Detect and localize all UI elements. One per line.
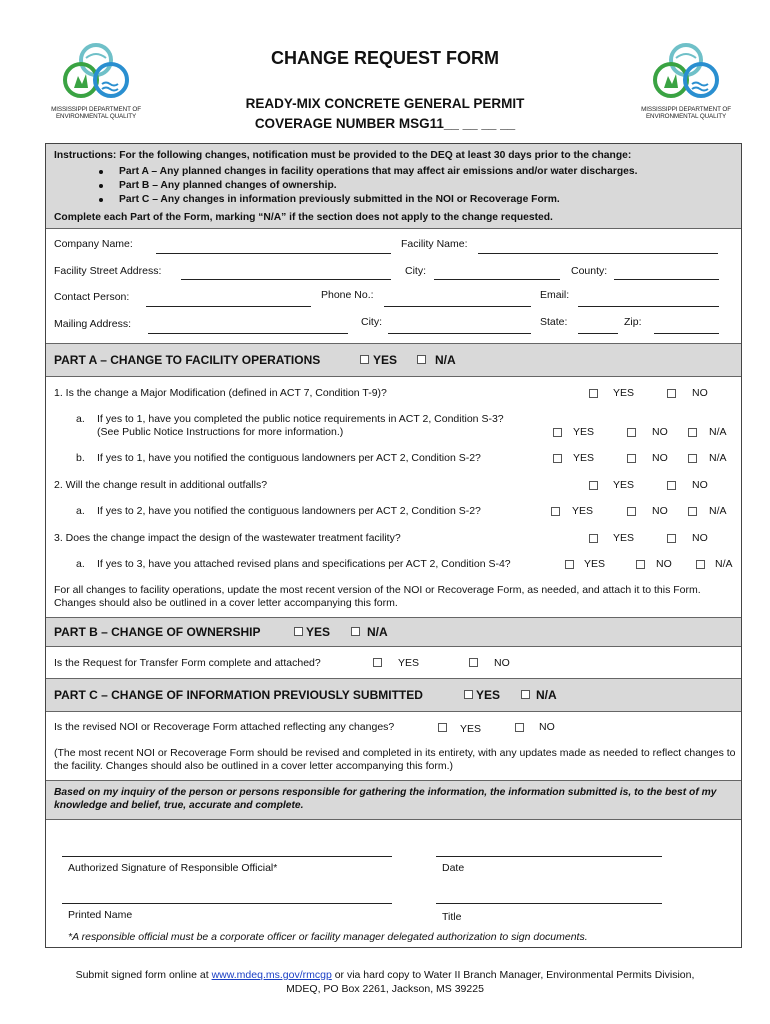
- q1b-na-checkbox[interactable]: [688, 454, 697, 463]
- q2a-yes-checkbox[interactable]: [551, 507, 560, 516]
- part-b-na-checkbox[interactable]: [351, 627, 360, 636]
- instruction-bullet: Part A – Any planned changes in facility operations that may affect air emissions and/or water discharges.: [119, 166, 638, 177]
- q1-text: 1. Is the change a Major Modification (defined in ACT 7, Condition T-9)?: [54, 387, 387, 399]
- subtitle-line1: READY-MIX CONCRETE GENERAL PERMIT: [245, 96, 525, 111]
- q3a-yes-label: YES: [584, 558, 606, 570]
- responsible-official-footnote: *A responsible official must be a corporate officer or facility manager delegated authorization to sign documents.: [68, 931, 588, 943]
- signature-label: Authorized Signature of Responsible Official*: [68, 862, 278, 874]
- certification-text: Based on my inquiry of the person or persons responsible for gathering the information, the information submitted is, to the best of my knowledge and belief, true, accurate and complete.: [54, 787, 717, 811]
- mailing-city-field[interactable]: [388, 333, 531, 334]
- q1b-yes-label: YES: [573, 452, 595, 464]
- email-field[interactable]: [578, 306, 719, 307]
- q1b-yes-checkbox[interactable]: [553, 454, 562, 463]
- q1a-na-label: N/A: [709, 426, 727, 438]
- mailing-city-label: City:: [361, 316, 382, 328]
- part-c-q-no-checkbox[interactable]: [515, 723, 524, 732]
- company-name-field[interactable]: [156, 253, 391, 254]
- q2a-na-checkbox[interactable]: [688, 507, 697, 516]
- part-b-na-label: N/A: [367, 625, 388, 639]
- q1-no-label: NO: [692, 387, 708, 399]
- q3-text: 3. Does the change impact the design of the wastewater treatment facility?: [54, 532, 401, 544]
- facility-name-field[interactable]: [478, 253, 718, 254]
- part-c-yes-checkbox[interactable]: [464, 690, 473, 699]
- state-label: State:: [540, 316, 568, 328]
- q2-yes-label: YES: [613, 479, 635, 491]
- part-a-note: For all changes to facility operations, update the most recent version of the NOI or Recoverage Form, as needed, and attach it to this Form. Changes should also be outlined in a cover letter accompanying this form.: [54, 584, 701, 609]
- bullet-dot: [99, 198, 103, 202]
- part-a-title: PART A – CHANGE TO FACILITY OPERATIONS: [54, 353, 321, 367]
- part-c-q-no-label: NO: [539, 721, 555, 733]
- q1-no-checkbox[interactable]: [667, 389, 676, 398]
- phone-field[interactable]: [384, 306, 531, 307]
- part-b-yes-label: YES: [306, 625, 331, 639]
- part-a-yes-label: YES: [373, 353, 398, 367]
- zip-field[interactable]: [654, 333, 719, 334]
- zip-label: Zip:: [624, 316, 642, 328]
- part-c-yes-label: YES: [476, 688, 501, 702]
- part-c-na-label: N/A: [536, 688, 557, 702]
- q3-no-checkbox[interactable]: [667, 534, 676, 543]
- part-b-question: Is the Request for Transfer Form complete and attached?: [54, 657, 321, 669]
- q3a-no-label: NO: [656, 558, 672, 570]
- q3a-text: If yes to 3, have you attached revised plans and specifications per ACT 2, Condition S-4?: [97, 558, 511, 570]
- submission-footer: [0, 968, 770, 996]
- part-b-q-yes-checkbox[interactable]: [373, 658, 382, 667]
- subtitle-line2: COVERAGE NUMBER MSG11__ __ __ __: [254, 116, 516, 131]
- divider: [46, 228, 741, 229]
- q1a-yes-checkbox[interactable]: [553, 428, 562, 437]
- contact-person-label: Contact Person:: [54, 291, 130, 303]
- divider: [46, 711, 741, 712]
- state-field[interactable]: [578, 333, 618, 334]
- instruction-bullet: Part C – Any changes in information previously submitted in the NOI or Recoverage Form.: [119, 194, 560, 205]
- q3-yes-label: YES: [613, 532, 635, 544]
- form-box: [45, 143, 742, 948]
- q1a-no-checkbox[interactable]: [627, 428, 636, 437]
- q1b-text: If yes to 1, have you notified the contiguous landowners per ACT 2, Condition S-2?: [97, 452, 481, 464]
- q3a-yes-checkbox[interactable]: [565, 560, 574, 569]
- q3a-label: a.: [76, 558, 85, 570]
- divider: [46, 646, 741, 647]
- printed-name-label: Printed Name: [68, 909, 133, 921]
- footer-post: or via hard copy to Water II Branch Manager, Environmental Permits Division,: [331, 969, 695, 981]
- q2a-no-label: NO: [652, 505, 668, 517]
- q2-yes-checkbox[interactable]: [589, 481, 598, 490]
- part-c-question: Is the revised NOI or Recoverage Form attached reflecting any changes?: [54, 721, 395, 733]
- printed-name-field[interactable]: [62, 903, 392, 904]
- part-a-na-label: N/A: [435, 353, 456, 367]
- q2a-na-label: N/A: [709, 505, 727, 517]
- footer-line1: [0, 968, 770, 982]
- logo-text-line2: ENVIRONMENTAL QUALITY: [55, 113, 137, 120]
- q3a-na-label: N/A: [715, 558, 733, 570]
- instructions-intro: Instructions: For the following changes, notification must be provided to the DEQ at least 30 days prior to the change:: [54, 150, 632, 161]
- q1a-na-checkbox[interactable]: [688, 428, 697, 437]
- footer-line2: MDEQ, PO Box 2261, Jackson, MS 39225: [286, 983, 484, 995]
- title-label: Title: [442, 911, 462, 923]
- logo-text-line2: ENVIRONMENTAL QUALITY: [645, 113, 727, 120]
- phone-label: Phone No.:: [321, 289, 374, 301]
- part-c-title: PART C – CHANGE OF INFORMATION PREVIOUSLY SUBMITTED: [54, 688, 423, 702]
- footer-pre: Submit signed form online at: [75, 969, 212, 981]
- title-field[interactable]: [436, 903, 662, 904]
- q1a-yes-label: YES: [573, 426, 595, 438]
- q2a-no-checkbox[interactable]: [627, 507, 636, 516]
- q2-text: 2. Will the change result in additional outfalls?: [54, 479, 268, 491]
- mailing-address-field[interactable]: [148, 333, 348, 334]
- date-label: Date: [442, 862, 465, 874]
- part-a-na-checkbox[interactable]: [417, 355, 426, 364]
- instructions-complete: Complete each Part of the Form, marking “N/A” if the section does not apply to the change requested.: [54, 212, 553, 223]
- form-title: CHANGE REQUEST FORM: [270, 48, 499, 68]
- q1b-label: b.: [76, 452, 85, 464]
- bullet-dot: [99, 184, 103, 188]
- city-field[interactable]: [434, 279, 560, 280]
- county-field[interactable]: [614, 279, 719, 280]
- q1a-no-label: NO: [652, 426, 668, 438]
- part-b-title: PART B – CHANGE OF OWNERSHIP: [54, 625, 261, 639]
- q1-yes-checkbox[interactable]: [589, 389, 598, 398]
- q1a-label: a.: [76, 413, 85, 425]
- facility-street-label: Facility Street Address:: [54, 265, 162, 277]
- divider: [46, 376, 741, 377]
- q2a-yes-label: YES: [572, 505, 594, 517]
- form-subtitle: [0, 94, 770, 134]
- facility-name-label: Facility Name:: [401, 238, 468, 250]
- q2a-text: If yes to 2, have you notified the contiguous landowners per ACT 2, Condition S-2?: [97, 505, 481, 517]
- facility-street-field[interactable]: [181, 279, 391, 280]
- contact-person-field[interactable]: [146, 306, 311, 307]
- q3-yes-checkbox[interactable]: [589, 534, 598, 543]
- q2a-label: a.: [76, 505, 85, 517]
- bullet-dot: [99, 170, 103, 174]
- part-a-yes-checkbox[interactable]: [360, 355, 369, 364]
- mailing-address-label: Mailing Address:: [54, 318, 132, 330]
- mdeq-link[interactable]: www.mdeq.ms.gov/rmcgp: [211, 969, 332, 981]
- part-b-q-yes-label: YES: [398, 657, 420, 669]
- city-label: City:: [405, 265, 426, 277]
- q3-no-label: NO: [692, 532, 708, 544]
- logo-text-line1: MISSISSIPPI DEPARTMENT OF: [51, 106, 141, 113]
- q1b-no-label: NO: [652, 452, 668, 464]
- part-b-q-no-checkbox[interactable]: [469, 658, 478, 667]
- logo-text-line1: MISSISSIPPI DEPARTMENT OF: [641, 106, 731, 113]
- q2-no-checkbox[interactable]: [667, 481, 676, 490]
- part-c-note: (The most recent NOI or Recoverage Form should be revised and completed in its entirety, with any updates made as needed to reflect changes to the facility. Changes should also be outlined in a cover letter accompanying this form.): [54, 747, 736, 772]
- part-c-na-checkbox[interactable]: [521, 690, 530, 699]
- instruction-bullet: Part B – Any planned changes of ownership.: [119, 180, 337, 191]
- signature-field[interactable]: [62, 856, 392, 857]
- q1b-no-checkbox[interactable]: [627, 454, 636, 463]
- date-field[interactable]: [436, 856, 662, 857]
- q1a-text-line1: If yes to 1, have you completed the public notice requirements in ACT 2, Condition S-3?: [97, 413, 504, 425]
- company-name-label: Company Name:: [54, 238, 133, 250]
- q2-no-label: NO: [692, 479, 708, 491]
- county-label: County:: [571, 265, 608, 277]
- q1-yes-label: YES: [613, 387, 635, 399]
- email-label: Email:: [540, 289, 570, 301]
- divider: [46, 819, 741, 820]
- q1b-na-label: N/A: [709, 452, 727, 464]
- part-c-q-yes-label: YES: [460, 723, 482, 735]
- q1a-text-line2: (See Public Notice Instructions for more information.): [97, 426, 344, 438]
- q3a-no-checkbox[interactable]: [636, 560, 645, 569]
- part-b-yes-checkbox[interactable]: [294, 627, 303, 636]
- q3a-na-checkbox[interactable]: [696, 560, 705, 569]
- part-b-q-no-label: NO: [494, 657, 510, 669]
- part-c-q-yes-checkbox[interactable]: [438, 723, 447, 732]
